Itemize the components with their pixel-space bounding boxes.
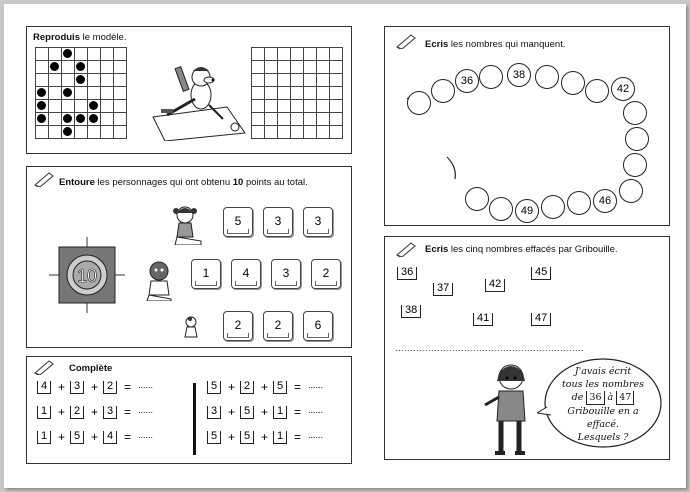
target-label: 10 xyxy=(76,266,98,286)
grid-cell xyxy=(62,87,75,100)
grid-cell[interactable] xyxy=(317,87,330,100)
chain-number-circle: 49 xyxy=(515,199,539,223)
reproduce-title: Reproduis le modèle. xyxy=(33,32,127,43)
scattered-number: 45 xyxy=(531,267,551,280)
scattered-number: 42 xyxy=(485,279,505,292)
grid-cell[interactable] xyxy=(291,113,304,126)
grid-cell[interactable] xyxy=(304,61,317,74)
grid-cell xyxy=(114,87,127,100)
chain-empty-circle[interactable] xyxy=(465,187,489,211)
dog-drawing-illustration xyxy=(139,65,251,141)
addend-box: 1 xyxy=(37,406,51,419)
grid-cell xyxy=(62,48,75,61)
scattered-number: 47 xyxy=(531,313,551,326)
erased-numbers-title: Ecris les cinq nombres effacés par Gribouille. xyxy=(425,244,618,255)
grid-cell xyxy=(62,126,75,139)
grid-cell xyxy=(75,126,88,139)
grid-cell xyxy=(88,87,101,100)
grid-cell xyxy=(88,61,101,74)
grid-cell xyxy=(114,48,127,61)
answer-blank[interactable]: ...... xyxy=(138,405,154,415)
column-divider xyxy=(193,383,196,455)
grid-dot xyxy=(37,114,46,123)
grid-dot xyxy=(76,114,85,123)
grid-cell[interactable] xyxy=(291,61,304,74)
grid-cell xyxy=(62,100,75,113)
plus-sign: + xyxy=(261,405,269,419)
addend-box: 5 xyxy=(273,381,287,394)
addend-box: 4 xyxy=(103,431,117,444)
grid-dot xyxy=(37,88,46,97)
grid-cell[interactable] xyxy=(330,126,343,139)
grid-cell[interactable] xyxy=(265,74,278,87)
score-card: 2 xyxy=(311,259,341,289)
score-card: 6 xyxy=(303,311,333,341)
chain-empty-circle[interactable] xyxy=(431,79,455,103)
grid-cell xyxy=(62,113,75,126)
entoure-panel xyxy=(26,166,352,348)
answer-blank[interactable]: ...... xyxy=(308,405,324,415)
grid-cell xyxy=(36,126,49,139)
plus-sign: + xyxy=(91,405,99,419)
plus-sign: + xyxy=(58,405,66,419)
equals-sign: = xyxy=(124,405,132,419)
grid-cell xyxy=(88,48,101,61)
addend-box: 3 xyxy=(207,406,221,419)
grid-cell[interactable] xyxy=(252,87,265,100)
plus-sign: + xyxy=(91,430,99,444)
grid-cell xyxy=(88,74,101,87)
addend-box: 2 xyxy=(70,406,84,419)
score-card: 3 xyxy=(271,259,301,289)
grid-dot xyxy=(76,75,85,84)
answer-line[interactable]: ............................................................... xyxy=(395,343,585,353)
grid-cell xyxy=(49,87,62,100)
grid-cell[interactable] xyxy=(304,74,317,87)
grid-cell xyxy=(101,61,114,74)
grid-cell[interactable] xyxy=(330,87,343,100)
grid-cell[interactable] xyxy=(317,100,330,113)
grid-cell[interactable] xyxy=(265,61,278,74)
grid-cell xyxy=(49,126,62,139)
chain-empty-circle[interactable] xyxy=(619,179,643,203)
grid-cell[interactable] xyxy=(278,113,291,126)
grid-cell[interactable] xyxy=(304,100,317,113)
grid-cell[interactable] xyxy=(317,113,330,126)
grid-cell xyxy=(114,126,127,139)
gribouille-character xyxy=(481,359,539,459)
grid-cell xyxy=(49,100,62,113)
grid-dot xyxy=(63,127,72,136)
chain-empty-circle[interactable] xyxy=(407,91,431,115)
grid-cell[interactable] xyxy=(252,126,265,139)
chain-empty-circle[interactable] xyxy=(561,71,585,95)
grid-cell xyxy=(101,74,114,87)
addend-box: 5 xyxy=(207,431,221,444)
empty-grid[interactable] xyxy=(251,47,343,139)
grid-cell[interactable] xyxy=(278,61,291,74)
scattered-number: 36 xyxy=(397,267,417,280)
score-card: 2 xyxy=(263,311,293,341)
chain-empty-circle[interactable] xyxy=(623,101,647,125)
grid-cell[interactable] xyxy=(330,113,343,126)
equals-sign: = xyxy=(124,380,132,394)
grid-cell xyxy=(75,48,88,61)
grid-cell[interactable] xyxy=(304,48,317,61)
grid-cell[interactable] xyxy=(330,100,343,113)
grid-cell[interactable] xyxy=(278,100,291,113)
grid-cell[interactable] xyxy=(291,48,304,61)
grid-cell xyxy=(101,48,114,61)
grid-cell[interactable] xyxy=(317,48,330,61)
grid-cell xyxy=(114,100,127,113)
boy-character xyxy=(143,259,177,301)
answer-blank[interactable]: ...... xyxy=(138,430,154,440)
plus-sign: + xyxy=(228,405,236,419)
grid-cell xyxy=(101,113,114,126)
chain-empty-circle[interactable] xyxy=(625,127,649,151)
chain-empty-circle[interactable] xyxy=(623,153,647,177)
addend-box: 2 xyxy=(240,381,254,394)
grid-cell[interactable] xyxy=(291,87,304,100)
grid-cell xyxy=(36,74,49,87)
grid-dot xyxy=(63,88,72,97)
worksheet-page xyxy=(4,4,686,488)
grid-cell[interactable] xyxy=(330,61,343,74)
answer-blank[interactable]: ...... xyxy=(308,380,324,390)
entoure-title: Entoure les personnages qui ont obtenu 10 points au total. xyxy=(59,177,308,188)
grid-cell[interactable] xyxy=(330,48,343,61)
chain-number-circle: 38 xyxy=(507,63,531,87)
dog-character xyxy=(181,315,203,341)
grid-cell[interactable] xyxy=(330,74,343,87)
grid-cell xyxy=(49,61,62,74)
chain-empty-circle[interactable] xyxy=(585,79,609,103)
grid-cell[interactable] xyxy=(278,87,291,100)
scattered-number: 38 xyxy=(401,305,421,318)
grid-cell[interactable] xyxy=(252,74,265,87)
chain-empty-circle[interactable] xyxy=(535,65,559,89)
reproduce-panel xyxy=(26,26,352,154)
grid-cell xyxy=(75,61,88,74)
equals-sign: = xyxy=(294,380,302,394)
addend-box: 5 xyxy=(240,406,254,419)
pencil-icon xyxy=(395,241,417,257)
grid-cell xyxy=(36,61,49,74)
grid-cell[interactable] xyxy=(265,113,278,126)
grid-cell[interactable] xyxy=(304,113,317,126)
addend-box: 1 xyxy=(37,431,51,444)
grid-cell xyxy=(36,87,49,100)
grid-cell xyxy=(88,126,101,139)
grid-cell xyxy=(75,100,88,113)
plus-sign: + xyxy=(58,430,66,444)
grid-cell[interactable] xyxy=(265,48,278,61)
grid-cell[interactable] xyxy=(291,74,304,87)
grid-cell[interactable] xyxy=(317,74,330,87)
addend-box: 3 xyxy=(103,406,117,419)
missing-numbers-title: Ecris les nombres qui manquent. xyxy=(425,39,566,50)
grid-dot xyxy=(50,62,59,71)
score-card: 3 xyxy=(263,207,293,237)
bubble-text: J'avais écrit tous les nombres de 36 à 47 Gribouille en a effacé. Lesquels ? xyxy=(561,366,645,443)
grid-cell[interactable] xyxy=(265,126,278,139)
grid-cell xyxy=(36,100,49,113)
score-card: 2 xyxy=(223,311,253,341)
grid-dot xyxy=(76,62,85,71)
grid-cell xyxy=(114,74,127,87)
grid-cell[interactable] xyxy=(252,48,265,61)
grid-dot xyxy=(63,49,72,58)
grid-cell[interactable] xyxy=(317,126,330,139)
pencil-icon xyxy=(33,359,55,375)
grid-cell[interactable] xyxy=(278,48,291,61)
grid-cell xyxy=(114,61,127,74)
grid-dot xyxy=(63,114,72,123)
grid-cell[interactable] xyxy=(278,74,291,87)
scattered-number: 41 xyxy=(473,313,493,326)
grid-cell[interactable] xyxy=(252,61,265,74)
grid-cell[interactable] xyxy=(265,87,278,100)
grid-cell[interactable] xyxy=(304,87,317,100)
equals-sign: = xyxy=(294,405,302,419)
chain-empty-circle[interactable] xyxy=(479,65,503,89)
score-card: 4 xyxy=(231,259,261,289)
bubble-from-number: 36 xyxy=(586,391,604,405)
bubble-to-number: 47 xyxy=(616,391,634,405)
missing-numbers-panel xyxy=(384,26,670,226)
chain-number-circle: 42 xyxy=(611,77,635,101)
addend-box: 3 xyxy=(70,381,84,394)
addend-box: 4 xyxy=(37,381,51,394)
grid-cell xyxy=(101,87,114,100)
grid-dot xyxy=(89,101,98,110)
addend-box: 2 xyxy=(103,381,117,394)
grid-cell xyxy=(49,113,62,126)
erased-numbers-panel xyxy=(384,236,670,460)
score-card: 5 xyxy=(223,207,253,237)
grid-cell xyxy=(75,113,88,126)
plus-sign: + xyxy=(228,380,236,394)
grid-cell xyxy=(101,126,114,139)
answer-blank[interactable]: ...... xyxy=(308,430,324,440)
addend-box: 5 xyxy=(70,431,84,444)
grid-cell[interactable] xyxy=(252,113,265,126)
grid-cell xyxy=(88,100,101,113)
grid-cell xyxy=(62,61,75,74)
addend-box: 1 xyxy=(273,406,287,419)
grid-cell xyxy=(114,113,127,126)
grid-dot xyxy=(37,101,46,110)
complete-panel xyxy=(26,356,352,464)
plus-sign: + xyxy=(91,380,99,394)
complete-title: Complète xyxy=(69,363,113,374)
girl-character xyxy=(171,203,205,245)
grid-cell[interactable] xyxy=(317,61,330,74)
grid-cell xyxy=(36,48,49,61)
pencil-icon xyxy=(33,171,55,187)
target-icon xyxy=(49,237,125,313)
plus-sign: + xyxy=(261,380,269,394)
grid-cell[interactable] xyxy=(278,126,291,139)
grid-cell[interactable] xyxy=(252,100,265,113)
grid-cell xyxy=(49,74,62,87)
grid-cell xyxy=(88,113,101,126)
chain-empty-circle[interactable] xyxy=(567,191,591,215)
chain-number-circle: 46 xyxy=(593,189,617,213)
chain-empty-circle[interactable] xyxy=(541,195,565,219)
grid-cell xyxy=(49,48,62,61)
grid-cell[interactable] xyxy=(265,100,278,113)
plus-sign: + xyxy=(228,430,236,444)
grid-cell[interactable] xyxy=(291,126,304,139)
grid-cell xyxy=(36,113,49,126)
answer-blank[interactable]: ...... xyxy=(138,380,154,390)
score-card: 1 xyxy=(191,259,221,289)
grid-cell xyxy=(101,100,114,113)
model-grid xyxy=(35,47,127,139)
addend-box: 5 xyxy=(207,381,221,394)
grid-cell xyxy=(75,87,88,100)
chain-empty-circle[interactable] xyxy=(489,197,513,221)
grid-cell xyxy=(75,74,88,87)
score-card: 3 xyxy=(303,207,333,237)
grid-cell xyxy=(62,74,75,87)
addend-box: 1 xyxy=(273,431,287,444)
grid-dot xyxy=(89,114,98,123)
addend-box: 5 xyxy=(240,431,254,444)
equals-sign: = xyxy=(294,430,302,444)
plus-sign: + xyxy=(261,430,269,444)
plus-sign: + xyxy=(58,380,66,394)
scattered-number: 37 xyxy=(433,283,453,296)
grid-cell[interactable] xyxy=(291,100,304,113)
grid-cell[interactable] xyxy=(304,126,317,139)
equals-sign: = xyxy=(124,430,132,444)
chain-number-circle: 36 xyxy=(455,69,479,93)
